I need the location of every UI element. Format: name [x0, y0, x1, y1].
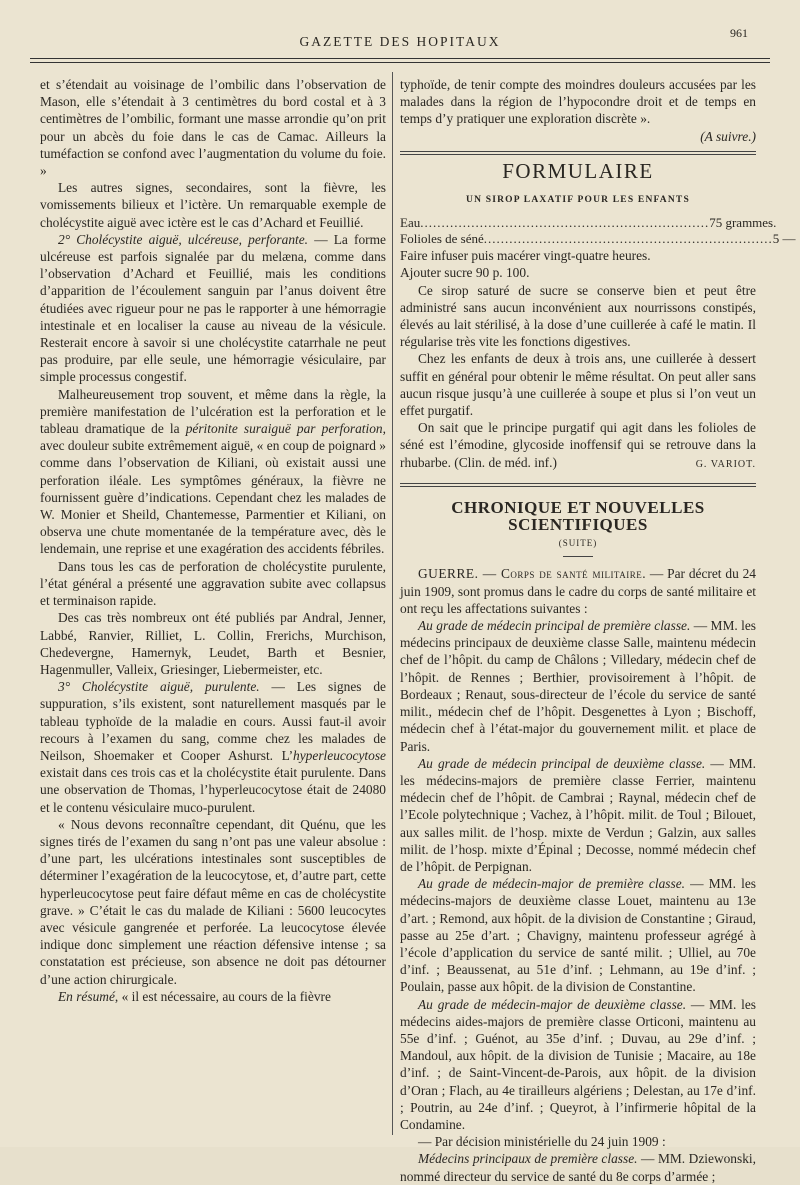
- paragraph: Les autres signes, secondaires, sont la fièvre, les vomissements bilieux et l’ictère. Un remarquable exemple de cholécystite aiguë avec ictère est le cas d’Achard et Feuillié.: [40, 180, 386, 230]
- right-column: [400, 76, 796, 1184]
- journal-title: GAZETTE DES HOPITAUX: [299, 34, 501, 49]
- paragraph: Au grade de médecin-major de deuxième classe. — MM. les médecins aides-majors de première classe Orticoni, maintenu au 55e d’inf. ; Guénot, au 35e d’inf. ; Duvau, au 29e d’inf. ; Mandoul, aux hôpit. de la division de Tunisie ; Macaire, au 18e d’inf. ; de Saint-Vincent-de-Parois, aux hôpit. de la division d’Oran ; Flach, au 4e tirailleurs algériens ; Delestan, au 17e d’inf. ; Poutrin, au 24e d’inf. ; Queyrot, à l’infirmerie hôpital de la Condamine.: [400, 996, 756, 1132]
- to-be-continued: (A suivre.): [700, 128, 756, 144]
- author-signature: G. VARIOT.: [695, 458, 756, 470]
- header-rule: [30, 58, 770, 59]
- paragraph: 2° Cholécystite aiguë, ulcéreuse, perforante. — La forme ulcéreuse est parfois signalée par du melæna, comme dans l’observation d’Achard et Feuillié, mais les conditions d’apparition de l’écoulement sanguin par l’anus doivent être étudiées avec rigueur pour ne pas le rapporter à une hémorragie intestinale et en localiser la cause au niveau de la vésicule. Resterait encore à savoir si une cholécystite catarrhale ne peut pas produire, par elle seule, une hémorragie vésiculaire, par simple processus congestif.: [40, 231, 387, 385]
- paragraph: typhoïde, de tenir compte des moindres douleurs accusées par les malades dans la région de l’hypocondre droit et de temps en temps d’y pratiquer une exploration discrète ».: [400, 77, 756, 127]
- ingredient-row: Folioles de séné ..... 5 —: [400, 231, 756, 247]
- paragraph: Au grade de médecin principal de deuxième classe. — MM. les médecins-majors de première classe Ferrier, maintenu médecin chef de l’hôpit. de Cambrai ; Raynal, médecin chef de l’Ecole polytechnique ; Vachez, à l’hôpit. milit. de Toul ; Bilouet, aux salles milit. de l’hosp. mixte de Verdun ; Galzin, aux salles milit. de l’hosp. mixte d’Épinal ; Decosse, nommé médecin chef de l’hôpit. de Perpignan.: [400, 755, 756, 874]
- section-heading: 3° Cholécystite aiguë, purulente.: [58, 679, 260, 695]
- paragraph: 3° Cholécystite aiguë, purulente. — Les signes de suppuration, s’ils existent, sont naturellement masqués par le tableau typhoïde de la maladie en cours. Aussi faut-il avoir recours à l’examen du sang, comme chez les malades de Neilson, Shoemaker et Cooper Ashurst. L’hyperleucocytose existait dans ces trois cas et la cholécystite était purulente. Dans une observation de Thomas, l’hyperleucocytose était de 24080 et le contenu vésiculaire muco-purulent.: [40, 679, 386, 815]
- short-rule: [563, 556, 593, 557]
- recipe-title: UN SIROP LAXATIF POUR LES ENFANTS: [466, 195, 690, 206]
- section-rule: [400, 151, 756, 152]
- column-divider: [392, 72, 393, 1135]
- left-column: [40, 76, 386, 1133]
- paragraph: Ce sirop saturé de sucre se conserve bien et peut être administré sans aucun inconvénient aux nourrissons constipés, élevés au lait stérilisé, à la dose d’une cuillerée à café le matin. Il régularise très vite les fonctions digestives.: [400, 282, 756, 350]
- paragraph: Faire infuser puis macérer vingt-quatre heures.: [400, 248, 651, 264]
- paragraph: Dans tous les cas de perforation de cholécystite purulente, l’état général a présenté une aggravation subite avec collapsus et terminaison rapide.: [40, 558, 386, 609]
- paragraph: Malheureusement trop souvent, et même dans la règle, la première manifestation de l’ulcération est la perforation et le tableau dramatique de la péritonite suraiguë par perforation, avec douleur subite extrêmement aiguë, « en coup de poignard » comme dans l’observation de Kiliani, où existait aussi une perforation iléale. Les symptômes généraux, la fièvre ne fournissent guère d’indications. Cependant chez les malades de W. Monier et Sheild, Chantemesse, Parmentier et Kiliani, on observa une chute momentanée de la température avec, dès le lendemain, une reprise et une exagération des accidents fébriles.: [40, 386, 386, 557]
- formulaire-heading: FORMULAIRE: [502, 158, 654, 183]
- section-rule: [400, 483, 756, 484]
- paragraph: Chez les enfants de deux à trois ans, une cuillerée à dessert suffit en général pour obtenir le même résultat. On peut aller sans aucun risque jusqu’à une cuillerée à soupe et plus si l’on veut un effet purgatif.: [400, 351, 756, 419]
- paragraph: Des cas très nombreux ont été publiés par Andral, Jenner, Labbé, Ranvier, Rilliet, L. Collin, Frerichs, Murchison, Chedevergne, Hamernyk, Leudet, Barth et Besnier, Hagenmuller, Valleix, Griesinger, Liebermeister, etc.: [40, 610, 386, 677]
- section-heading: 2° Cholécystite aiguë, ulcéreuse, perforante.: [58, 231, 309, 247]
- page-number: 961: [730, 26, 748, 40]
- paragraph: En résumé, « il est nécessaire, au cours de la fièvre: [58, 988, 331, 1004]
- paragraph: et s’étendait au voisinage de l’ombilic dans l’observation de Mason, elle s’étendait à 3 centimètres du bord costal et à 3 centimètres de l’ombilic, formant une masse arrondie qu’on prit pour un abcès du foie dans le cas de Camac. Ailleurs la tuméfaction se confond avec l’augmentation du volume du foie. »: [40, 77, 386, 179]
- paragraph: GUERRE. — Corps de santé militaire. — Par décret du 24 juin 1909, sont promus dans le cadre du corps de santé militaire et ont reçu les affectations suivantes :: [400, 566, 756, 616]
- ingredient-row: Eau ..... 75 grammes.: [400, 215, 756, 231]
- header-rule-double: [30, 62, 770, 63]
- paragraph: « Nous devons reconnaître cependant, dit Quénu, que les signes tirés de l’examen du sang n’ont pas une valeur absolue : d’une part, les ulcérations intestinales sont susceptibles de déterminer l’exagération de la leucocytose, et, d’autre part, cette hyperleucocytose peut faire défaut même en cas de cholécystite grave. » C’était le cas du malade de Kiliani : 5600 leucocytes avec vésicule gangrenée et perforée. La leucocytose élevée indique donc simplement une réaction défensive intense ; sa constatation est précieuse, son absence ne doit pas détourner d’une action chirurgicale.: [40, 816, 386, 987]
- section-rule: [400, 154, 756, 155]
- chronique-heading: CHRONIQUE ET NOUVELLES SCIENTIFIQUES: [451, 497, 705, 535]
- paragraph: Ajouter sucre 90 p. 100.: [400, 265, 530, 281]
- paragraph: Au grade de médecin-major de première classe. — MM. les médecins-majors de deuxième classe Louet, maintenu au 13e d’art. ; Remond, aux hôpit. de la division de Constantine ; Giraud, passe au 25e d’art. ; Chavigny, maintenu professeur agrégé à l’école d’application du service de santé milit. ; Ulliel, au 70e d’inf. ; Beaussenat, au 51e d’inf. ; Lehmann, au 19e d’inf. ; Poulain, passe aux hôpit. de la division de Constantine.: [400, 876, 756, 995]
- paragraph: — Par décision ministérielle du 24 juin 1909 :: [418, 1134, 666, 1150]
- page-header: [30, 26, 770, 70]
- paragraph: Au grade de médecin principal de première classe. — MM. les médecins principaux de deuxième classe Salle, maintenu médecin chef de l’hôpit. du camp de Châlons ; Villedary, médecin chef de l’hôpit. de Rennes ; Berthier, provisoirement à l’hôpit. de Bordeaux ; Renaut, sous-directeur de l’école du service de santé milit., médecin chef de l’hôpit. Desgenettes à Lyon ; Bischoff, médecin chef à l’état-major du gouvernement milit. et place de Paris.: [400, 618, 756, 754]
- paragraph: On sait que le principe purgatif qui agit dans les folioles de séné est l’émodine, glycoside inoffensif qui se retrouve dans la rhubarbe. (Clin. de méd. inf.) G. VARIOT.: [400, 419, 756, 471]
- paragraph: Médecins principaux de première classe. — MM. Dziewonski, nommé directeur du service de santé du 8e corps d’armée ;: [400, 1151, 756, 1184]
- section-rule: [400, 486, 756, 487]
- chronique-subheading: (SUITE): [558, 538, 598, 549]
